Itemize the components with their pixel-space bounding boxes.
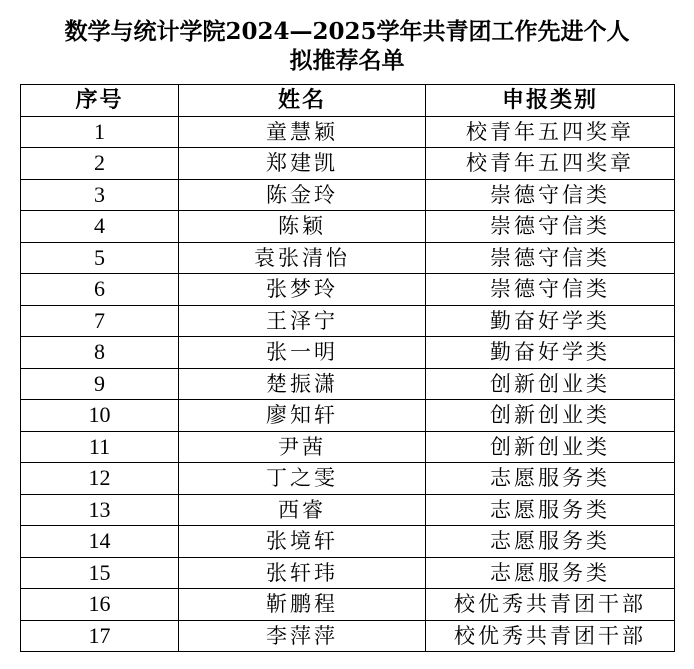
cell-name: 西睿 (179, 494, 426, 526)
cell-serial-number: 2 (21, 148, 179, 180)
table-row (21, 337, 675, 369)
cell-serial-number: 10 (21, 400, 179, 432)
cell-category: 志愿服务类 (426, 557, 675, 589)
table-row (21, 557, 675, 589)
cell-serial-number: 9 (21, 368, 179, 400)
cell-serial-number: 11 (21, 431, 179, 463)
table-row (21, 148, 675, 180)
cell-serial-number: 15 (21, 557, 179, 589)
cell-serial-number: 16 (21, 589, 179, 621)
cell-name: 王泽宁 (179, 305, 426, 337)
cell-serial-number: 8 (21, 337, 179, 369)
cell-category: 校优秀共青团干部 (426, 589, 675, 621)
cell-name: 张境轩 (179, 526, 426, 558)
cell-category: 校青年五四奖章 (426, 116, 675, 148)
cell-serial-number: 1 (21, 116, 179, 148)
document-title-line-2: 拟推荐名单 (289, 47, 405, 74)
header-category: 申报类别 (426, 85, 675, 117)
cell-name: 李萍萍 (179, 620, 426, 652)
cell-serial-number: 12 (21, 463, 179, 495)
cell-name: 尹茜 (179, 431, 426, 463)
table-row (21, 620, 675, 652)
cell-name: 郑建凯 (179, 148, 426, 180)
cell-serial-number: 4 (21, 211, 179, 243)
cell-serial-number: 3 (21, 179, 179, 211)
cell-category: 勤奋好学类 (426, 337, 675, 369)
cell-category: 创新创业类 (426, 400, 675, 432)
table-row (21, 179, 675, 211)
table-row (21, 274, 675, 306)
table-row (21, 368, 675, 400)
cell-category: 崇德守信类 (426, 274, 675, 306)
nominee-table (20, 84, 675, 652)
document-title-line-1: 数学与统计学院2024—2025学年共青团工作先进个人 (64, 18, 630, 45)
cell-category: 创新创业类 (426, 431, 675, 463)
table-row (21, 463, 675, 495)
cell-serial-number: 6 (21, 274, 179, 306)
cell-category: 志愿服务类 (426, 526, 675, 558)
cell-name: 陈金玲 (179, 179, 426, 211)
header-name: 姓名 (179, 85, 426, 117)
table-row (21, 400, 675, 432)
cell-category: 校青年五四奖章 (426, 148, 675, 180)
cell-serial-number: 17 (21, 620, 179, 652)
cell-category: 志愿服务类 (426, 463, 675, 495)
cell-name: 张梦玲 (179, 274, 426, 306)
cell-serial-number: 7 (21, 305, 179, 337)
cell-serial-number: 5 (21, 242, 179, 274)
cell-serial-number: 14 (21, 526, 179, 558)
cell-category: 崇德守信类 (426, 211, 675, 243)
cell-category: 崇德守信类 (426, 179, 675, 211)
cell-category: 勤奋好学类 (426, 305, 675, 337)
table-row (21, 526, 675, 558)
table-row (21, 589, 675, 621)
cell-name: 楚振潇 (179, 368, 426, 400)
cell-name: 童慧颖 (179, 116, 426, 148)
table-row (21, 305, 675, 337)
table-row (21, 494, 675, 526)
cell-name: 张轩玮 (179, 557, 426, 589)
table-header-row (21, 85, 675, 117)
table-row (21, 431, 675, 463)
cell-name: 张一明 (179, 337, 426, 369)
cell-name: 靳鹏程 (179, 589, 426, 621)
cell-serial-number: 13 (21, 494, 179, 526)
cell-category: 志愿服务类 (426, 494, 675, 526)
cell-category: 创新创业类 (426, 368, 675, 400)
cell-name: 丁之雯 (179, 463, 426, 495)
cell-category: 崇德守信类 (426, 242, 675, 274)
table-row (21, 242, 675, 274)
header-serial-number: 序号 (21, 85, 179, 117)
cell-name: 袁张清怡 (179, 242, 426, 274)
cell-name: 陈颖 (179, 211, 426, 243)
table-row (21, 116, 675, 148)
cell-name: 廖知轩 (179, 400, 426, 432)
cell-category: 校优秀共青团干部 (426, 620, 675, 652)
table-row (21, 211, 675, 243)
